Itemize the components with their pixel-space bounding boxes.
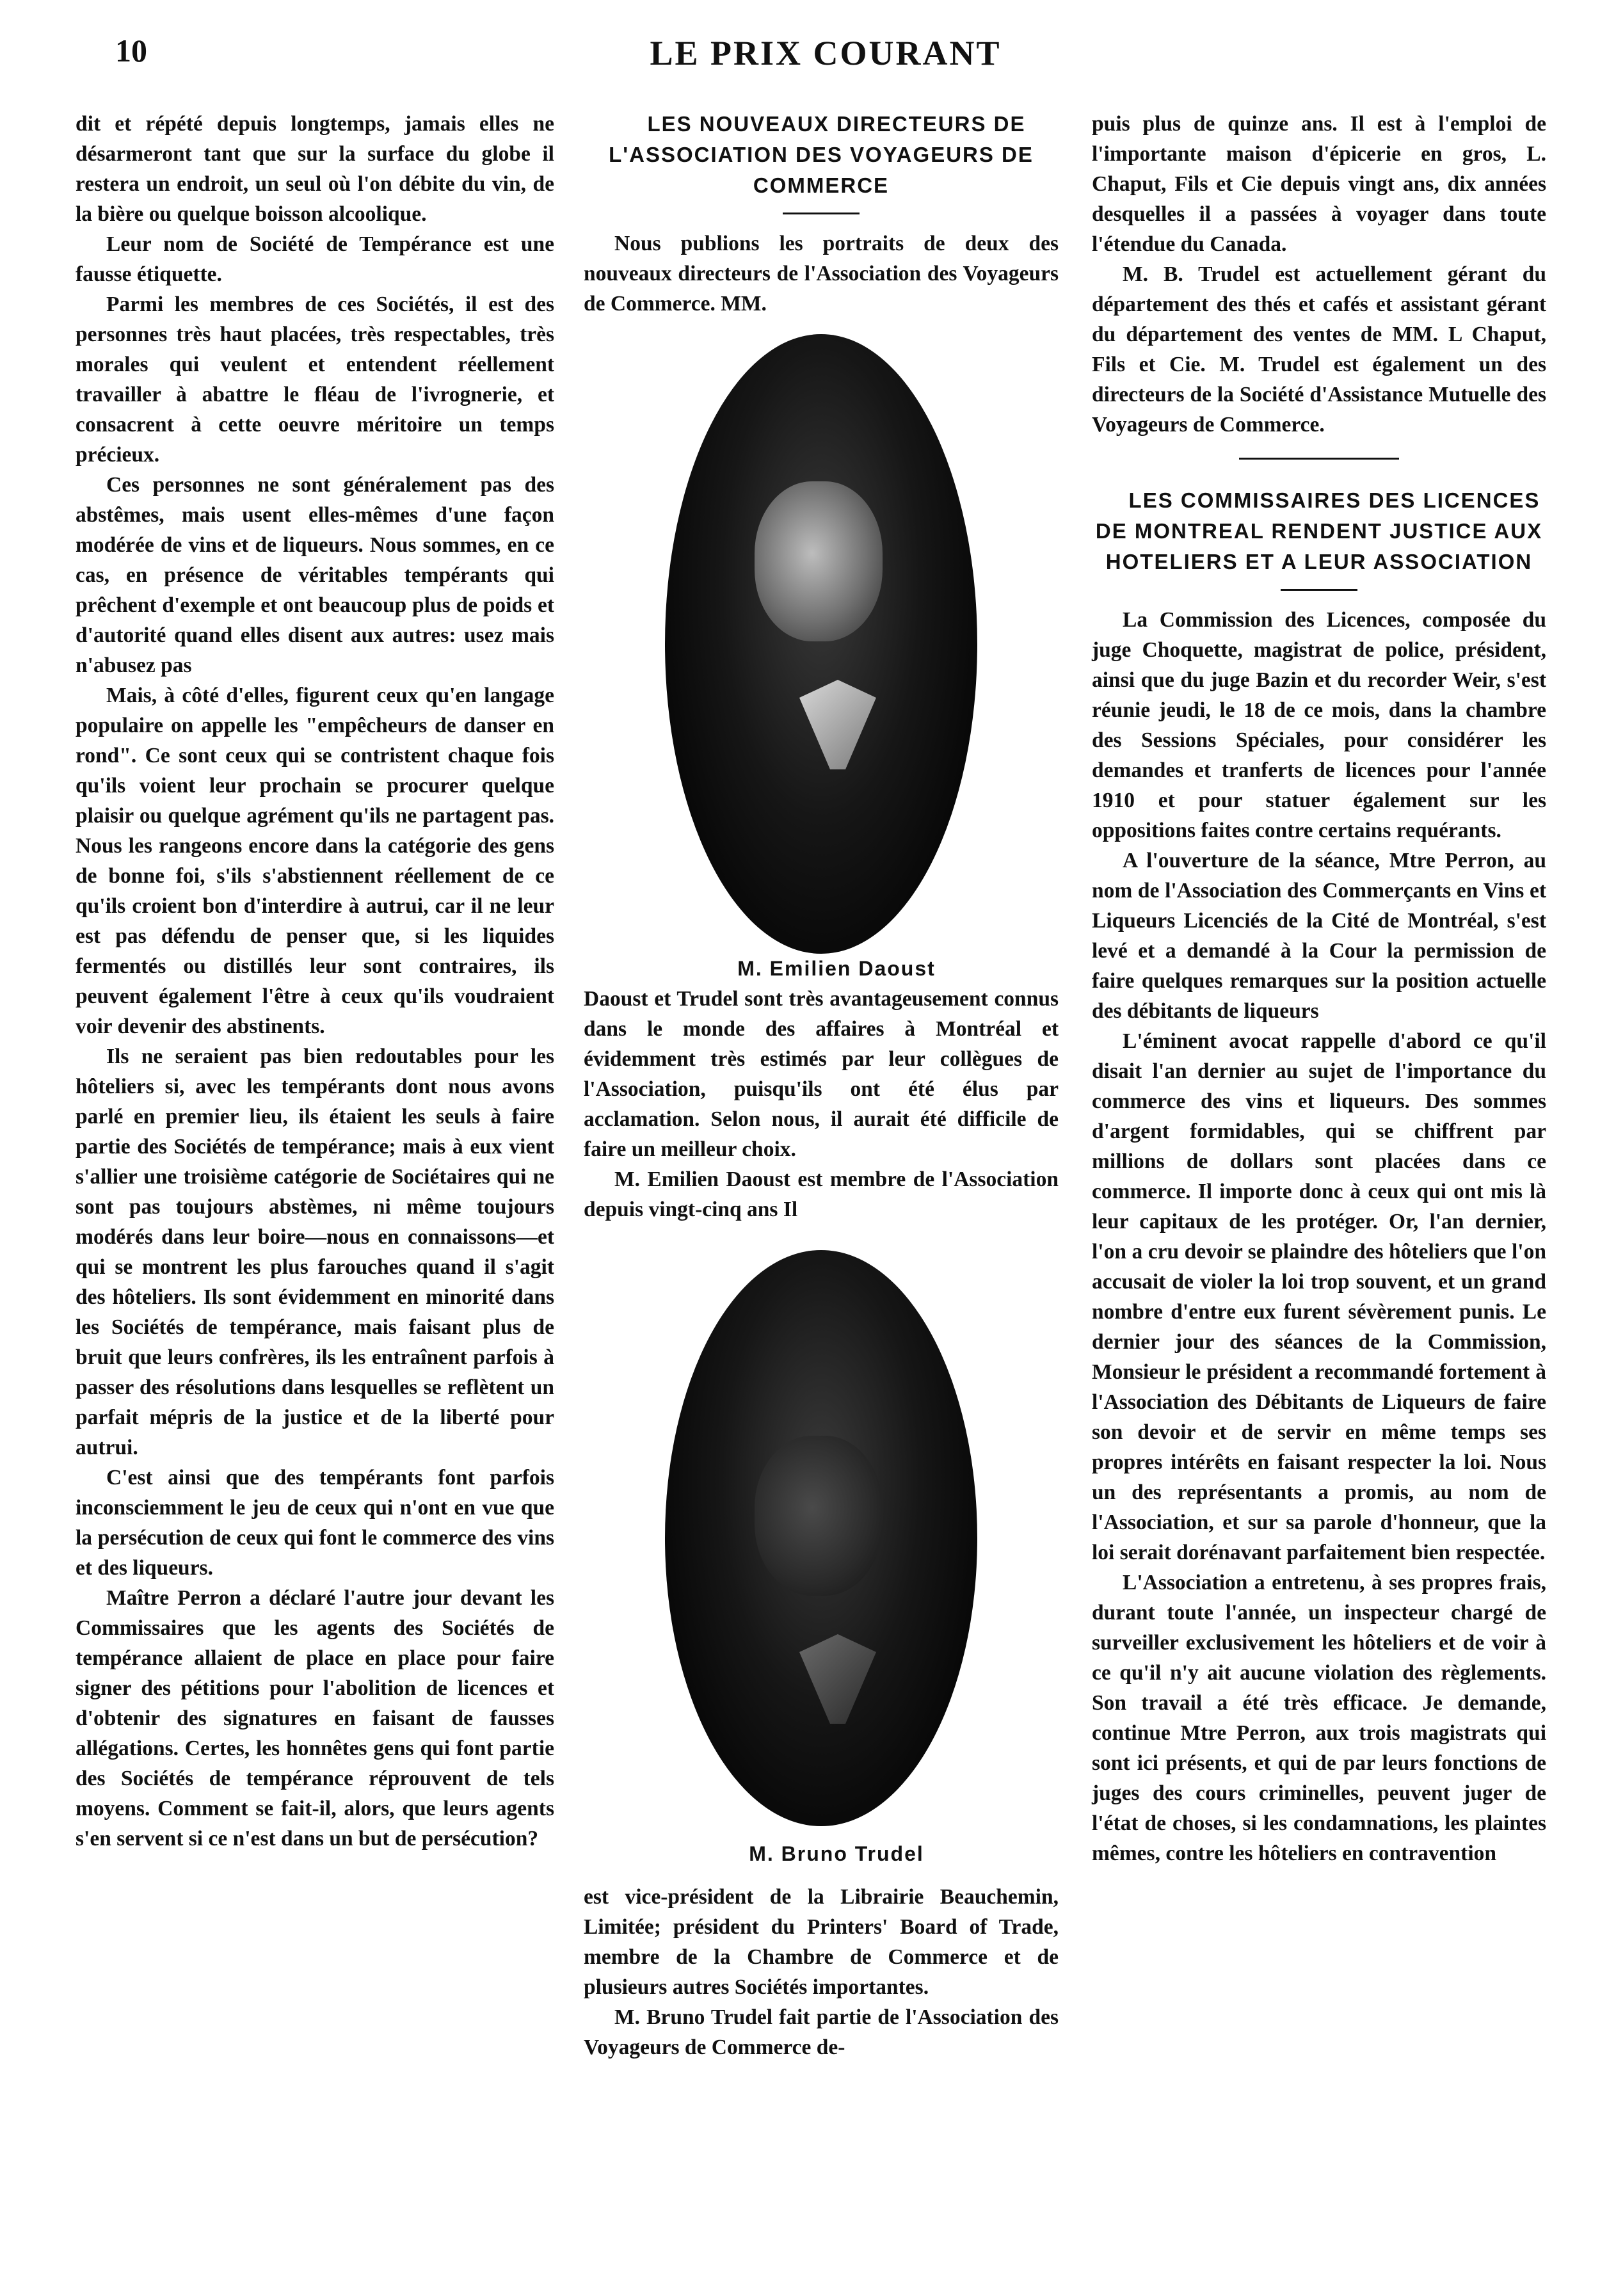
- left-paragraph: Leur nom de Société de Tempérance est une fausse étiquette.: [76, 232, 554, 286]
- article-heading-directors: LES NOUVEAUX DIRECTEURS DE L'ASSOCIATION DES VOYAGEURS DE COMMERCE: [609, 112, 1034, 197]
- left-paragraph: Ils ne seraient pas bien redoutables pour les hôteliers si, avec les tempérants dont nous avons parlé en premier lieu, ils étaient les seuls à faire partie des Sociétés de tempérance; mais à eux vient s'allier une troisième catégorie de Sociétaires qui ne sont pas toujours abstèmes, ni même toujours modérés dans leur boire—nous en connaissons—et qui se montrent les plus farouches quand il s'agit des hôteliers. Ils sont évidemment en minorité dans les Sociétés de tempérance, mais faisant plus de bruit que leurs confrères, ils les entraînent parfois à passer des résolutions dans lesquelles se reflètent un parfait mépris de la justice et de la liberté pour autrui.: [76, 1045, 554, 1459]
- middle-column: [584, 109, 1059, 2062]
- middle-paragraph: est vice-président de la Librairie Beauchemin, Limitée; président du Printers' Board of Trade, membre de la Chambre de Commerce et de plusieurs autres Sociétés importantes.: [584, 1885, 1059, 1999]
- portrait-face: [755, 481, 883, 641]
- right-paragraph: A l'ouverture de la séance, Mtre Perron, au nom de l'Association des Commerçants en Vins et Liqueurs Licenciés de la Cité de Montréal, s'est levé et a demandé à la Cour la permission de faire quelques remarques sur la position actuelle des débitants de liqueurs: [1092, 849, 1546, 1023]
- heading-rule: [783, 213, 860, 214]
- page-number: 10: [115, 33, 147, 68]
- article-heading-commissioners: LES COMMISSAIRES DES LICENCES DE MONTREAL RENDENT JUSTICE AUX HOTELIERS ET A LEUR ASSOCIATION: [1095, 488, 1543, 574]
- left-paragraph: Maître Perron a déclaré l'autre jour devant les Commissaires que les agents des Sociétés de tempérance allaient de place en place pour faire signer des pétitions pour l'abolition de licences et d'obtenir des signatures en faisant de fausses allégations. Certes, les honnêtes gens qui font partie des Sociétés de tempérance réprouvent de tels moyens. Comment se fait-il, alors, que leurs agents s'en servent si ce n'est dans un but de persécution?: [76, 1586, 554, 1850]
- right-paragraph: L'Association a entretenu, à ses propres frais, durant toute l'année, un inspecteur chargé de surveiller exclusivement les hôteliers et de voir à ce qu'il n'y ait aucune violation des règlements. Son travail a été très efficace. Je demande, continue Mtre Perron, aux trois magistrats qui sont ici présents, et qui de par leurs fonctions de juges des cours criminelles, peuvent juger de l'état de choses, si les condamnations, les plaintes mêmes, contre les hôteliers en contravention: [1092, 1571, 1546, 1865]
- heading-rule: [1281, 589, 1357, 591]
- masthead-title: LE PRIX COURANT: [650, 34, 1002, 72]
- portrait-frame-trudel: [584, 1250, 1059, 1826]
- middle-intro: Nous publions les portraits de deux des nouveaux directeurs de l'Association des Voyageurs de Commerce. MM.: [584, 232, 1059, 316]
- right-paragraph: puis plus de quinze ans. Il est à l'emploi de l'importante maison d'épicerie en gros, L. Chaput, Fils et Cie depuis vingt ans, dix années desquelles il a passées à voyager dans toute l'étendue du Canada.: [1092, 112, 1546, 256]
- left-paragraph: Parmi les membres de ces Sociétés, il est des personnes très haut placées, très respectables, très morales qui veulent et entendent réellement travailler à abattre le fléau de l'ivrognerie, et consacrent à cette oeuvre méritoire un temps précieux.: [76, 293, 554, 467]
- left-paragraph: Mais, à côté d'elles, figurent ceux qu'en langage populaire on appelle les "empêcheurs de danser en rond". Ce sont ceux qui se contristent chaque fois qu'ils voient leur prochain se procurer quelque plaisir ou quelque agrément qu'ils ne partagent pas. Nous les rangeons encore dans la catégorie des gens de bonne foi, s'ils s'abstiennent réellement de ce qu'ils croient bon d'interdire à autrui, car il ne leur est pas défendu de penser que, si les liquides fermentés ou distillés leur sont contraires, ils peuvent également l'être à ceux qu'ils voudraient voir devenir des abstinents.: [76, 684, 554, 1038]
- middle-paragraph: Daoust et Trudel sont très avantageusement connus dans le monde des affaires à Montréal et évidemment très estimés par leur collègues de l'Association, puisqu'ils ont été élus par acclamation. Selon nous, il aurait été difficile de faire un meilleur choix.: [584, 987, 1059, 1161]
- portrait-caption-daoust: M. Emilien Daoust: [737, 957, 936, 980]
- portrait-daoust-image: [665, 334, 977, 954]
- portrait-caption-trudel: M. Bruno Trudel: [749, 1842, 924, 1865]
- portrait-frame-daoust: [584, 334, 1059, 954]
- left-column: [76, 109, 554, 1854]
- right-paragraph: L'éminent avocat rappelle d'abord ce qu'il disait l'an dernier au sujet de l'importance du commerce des vins et liqueurs. Des sommes d'argent formidables, qui se chiffrent par millions de dollars sont placées dans ce commerce. Il importe donc à ceux qui ont mis là leur capitaux de les protéger. Or, l'an dernier, l'on a cru devoir se plaindre des hôteliers que l'on accusait de violer la loi trop souvent, et un grand nombre d'entre eux furent sévèrement punis. Le dernier jour des séances de la Commission, Monsieur le président a recommandé fortement à l'Association des Débitants de Liqueurs de faire son devoir et de servir en même temps ses propres intérêts en faisant respecter la loi. Nous un des représentants a promis, au nom de l'Association, et sur sa parole d'honneur, que la loi serait dorénavant parfaitement bien respectée.: [1092, 1029, 1546, 1564]
- portrait-trudel-image: [665, 1250, 977, 1826]
- right-column: [1092, 109, 1546, 1868]
- right-paragraph: La Commission des Licences, composée du juge Choquette, magistrat de police, président, ainsi que du juge Bazin et du recorder Weir, s'est réunie jeudi, le 18 de ce mois, dans la chambre des Sessions Spéciales, pour considérer les demandes et tranferts de licences pour l'année 1910 et pour statuer également sur les oppositions faites contre certains requérants.: [1092, 608, 1546, 842]
- left-paragraph: dit et répété depuis longtemps, jamais elles ne désarmeront tant que sur la surface du globe il restera un endroit, un seul où l'on débite du vin, de la bière ou quelque boisson alcoolique.: [76, 112, 554, 226]
- middle-paragraph: M. Emilien Daoust est membre de l'Association depuis vingt-cinq ans Il: [584, 1168, 1059, 1221]
- left-paragraph: Ces personnes ne sont généralement pas des abstêmes, mais usent elles-mêmes d'une façon modérée de vins et de liqueurs. Nous sommes, en ce cas, en présence de véritables tempérants qui prêchent d'exemple et ont beaucoup plus de poids et d'autorité quand elles disent aux autres: usez mais n'abusez pas: [76, 473, 554, 677]
- middle-paragraph: M. Bruno Trudel fait partie de l'Association des Voyageurs de Commerce de-: [584, 2005, 1059, 2059]
- left-paragraph: C'est ainsi que des tempérants font parfois inconsciemment le jeu de ceux qui n'ont en vue que la persécution de ceux qui font le commerce des vins et des liqueurs.: [76, 1466, 554, 1580]
- portrait-collar: [799, 1634, 876, 1724]
- portrait-face: [755, 1436, 883, 1596]
- right-paragraph: M. B. Trudel est actuellement gérant du département des thés et cafés et assistant gérant du département des ventes de MM. L Chaput, Fils et Cie. M. Trudel est également un des directeurs de la Société d'Assistance Mutuelle des Voyageurs de Commerce.: [1092, 262, 1546, 437]
- section-divider: [1239, 458, 1399, 460]
- portrait-collar: [799, 680, 876, 769]
